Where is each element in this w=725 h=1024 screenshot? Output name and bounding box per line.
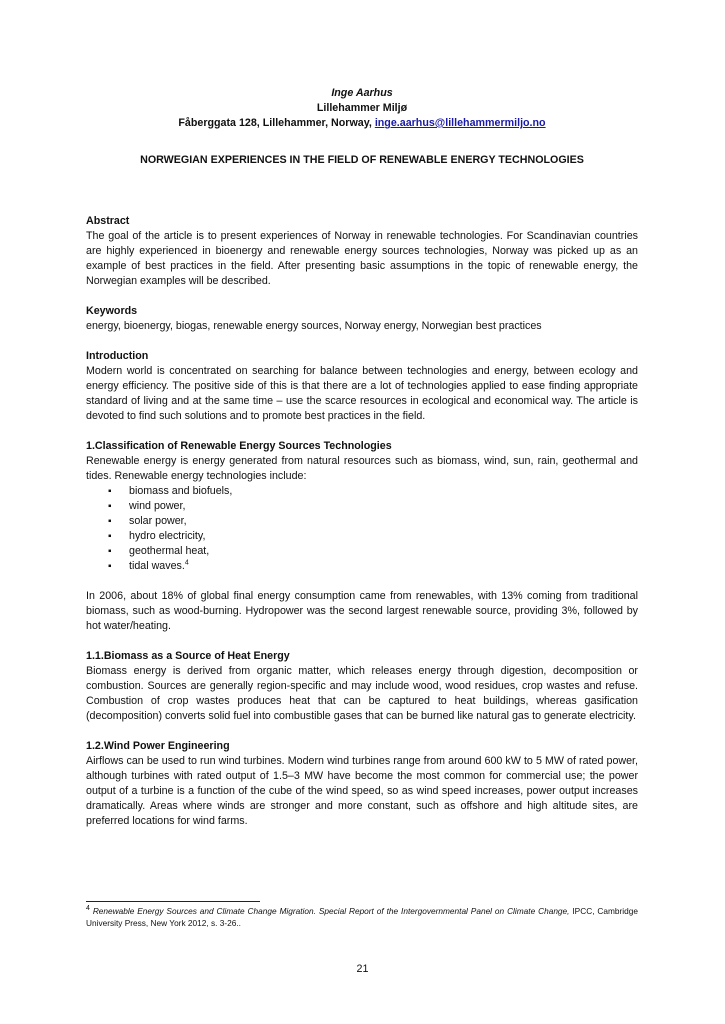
- footnote: [86, 905, 638, 929]
- address: Fåberggata 128, Lillehammer, Norway,: [178, 117, 375, 129]
- organization: Lillehammer Miljø: [316, 102, 408, 114]
- list-item: ▪ hydro electricity,: [129, 529, 638, 544]
- keywords-section: [86, 304, 638, 334]
- address-line: [86, 116, 638, 131]
- classification-heading: 1.Classification of Renewable Energy Sources Technologies: [86, 440, 392, 452]
- wind-heading: 1.2.Wind Power Engineering: [86, 740, 230, 752]
- introduction-heading: Introduction: [86, 350, 149, 362]
- page-number: 21: [356, 963, 369, 975]
- keywords-text: energy, bioenergy, biogas, renewable energy sources, Norway energy, Norwegian best practices: [86, 320, 542, 332]
- technology-list: [86, 484, 638, 574]
- list-item: ▪ wind power,: [129, 499, 638, 514]
- paper-title: NORWEGIAN EXPERIENCES IN THE FIELD OF RENEWABLE ENERGY TECHNOLOGIES: [140, 154, 584, 166]
- biomass-text: Biomass energy is derived from organic matter, which releases energy through digestion, decomposition or combustion. Sources are generally region-specific and may include wood, wood residues, crop wastes and refuse. Combustion of crop wastes produces heat that can be captured to heat buildings, whereas gasification (decomposition) converts solid fuel into combustible gases that can be burned like natural gas to generate electricity.: [86, 665, 638, 722]
- footnote-source: IPCC, Cambridge University Press, New York 2012, s. 3-26..: [86, 906, 638, 928]
- keywords-heading: Keywords: [86, 305, 138, 317]
- footnote-divider: [86, 901, 260, 902]
- abstract-section: [86, 214, 638, 289]
- list-item: ▪ biomass and biofuels,: [129, 484, 638, 499]
- footnote-title: Renewable Energy Sources and Climate Change Migration. Special Report of the Intergovernmental Panel on Climate Change,: [92, 906, 570, 916]
- introduction-section: [86, 349, 638, 424]
- abstract-text: The goal of the article is to present experiences of Norway in renewable technologies. For Scandinavian countries are highly experienced in bioenergy and renewable energy sources technologies, Norway was picked up as an example of best practices in the field. After presenting basic assumptions in the topic of renewable energy, the Norwegian examples will be described.: [86, 230, 638, 287]
- footnote-number: 4: [86, 905, 90, 913]
- biomass-section: [86, 649, 638, 724]
- document-page: [86, 86, 638, 829]
- author-name: Inge Aarhus: [331, 87, 393, 99]
- wind-section: [86, 739, 638, 829]
- introduction-text: Modern world is concentrated on searching for balance between technologies and energy, between ecology and energy efficiency. The positive side of this is that there are a lot of technologies applied to ease finding appropriate standard of living and at the same time – use the scarce resources in ecological and economical way. The article is devoted to find such solutions and to promote best practices in the field.: [86, 365, 638, 422]
- footnote-ref[interactable]: 4: [184, 559, 189, 567]
- classification-text: Renewable energy is energy generated from natural resources such as biomass, wind, sun, rain, geothermal and tides. Renewable energy technologies include:: [86, 455, 638, 482]
- wind-text: Airflows can be used to run wind turbines. Modern wind turbines range from around 600 kW to 5 MW of rated power, although turbines with rated output of 1.5–3 MW have become the most common for commercial use; the power output of a turbine is a function of the cube of the wind speed, so as wind speed increases, power output increases dramatically. Areas where winds are stronger and more constant, such as offshore and high altitude sites, are preferred locations for wind farms.: [86, 755, 638, 827]
- list-item: ▪ solar power,: [129, 514, 638, 529]
- classification-paragraph-2: In 2006, about 18% of global final energy consumption came from renewables, with 13% coming from traditional biomass, such as wood-burning. Hydropower was the second largest renewable source, providing 3%, followed by hot water/heating.: [86, 590, 638, 632]
- list-item: ▪ geothermal heat,: [129, 544, 638, 559]
- list-item-text: tidal waves.: [129, 560, 185, 572]
- abstract-heading: Abstract: [86, 215, 130, 227]
- biomass-heading: 1.1.Biomass as a Source of Heat Energy: [86, 650, 290, 662]
- classification-section: [86, 439, 638, 634]
- email-link[interactable]: inge.aarhus@lillehammermiljo.no: [374, 117, 546, 129]
- list-item-last: [129, 559, 638, 574]
